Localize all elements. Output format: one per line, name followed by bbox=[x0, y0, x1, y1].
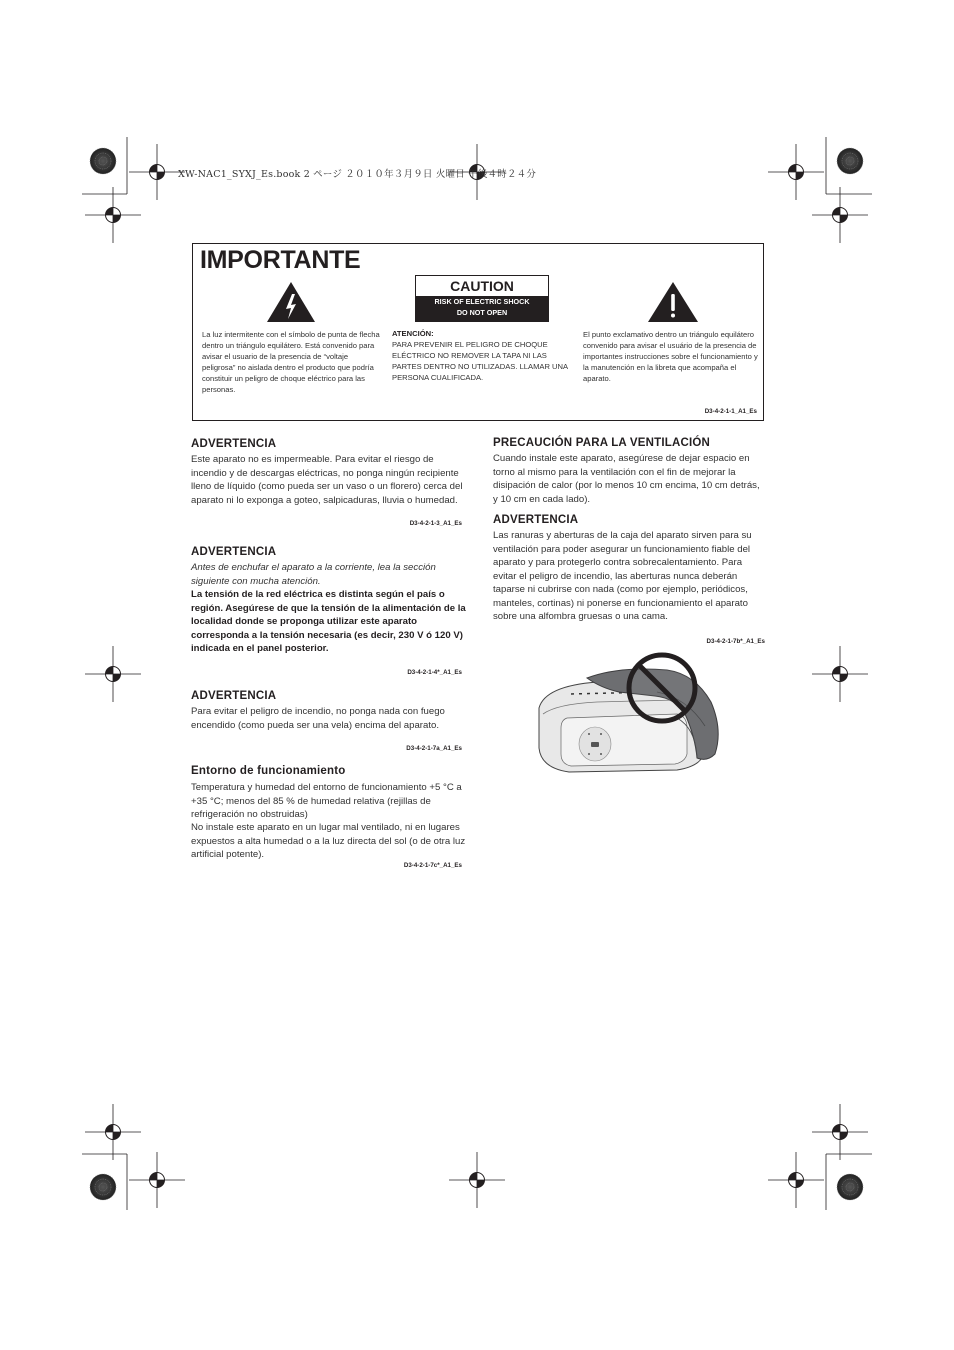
advertencia-code-1: D3-4-2-1-3_A1_Es bbox=[409, 520, 462, 527]
advertencia-text-3: Para evitar el peligro de incendio, no ponga nada con fuego encendido (como pueda ser una vela) encima del aparato. bbox=[191, 706, 445, 731]
color-star-bl bbox=[90, 1174, 116, 1200]
advertencia-code-3: D3-4-2-1-7a_A1_Es bbox=[406, 745, 462, 752]
advertencia-code-2: D3-4-2-1-4*_A1_Es bbox=[407, 669, 462, 676]
color-star-br bbox=[837, 1174, 863, 1200]
exclamation-warning-icon bbox=[646, 280, 700, 324]
ventilacion-text: Cuando instale este aparato, asegúrese de dejar espacio en torno al mismo para la ventilación con el fin de mejorar la disipación de calor (por lo menos 10 cm encima, 10 cm detrás, y 10 cm en cada lado). bbox=[493, 453, 760, 505]
covered-device-prohibited-illustration bbox=[527, 648, 727, 798]
advertencia-italic-2: Antes de enchufar el aparato a la corriente, lea la sección siguiente con mucha atención. bbox=[191, 562, 436, 587]
advertencia-text-1: Este aparato no es impermeable. Para evitar el riesgo de incendio y de descargas eléctricas, no ponga ningún recipiente lleno de líquido (como pueda ser un vaso o un florero) cerca del aparato ni lo exponga a goteo, salpicaduras, lluvia o humedad. bbox=[191, 454, 463, 506]
advertencia-heading-2: ADVERTENCIA bbox=[191, 546, 277, 558]
entorno-code: D3-4-2-1-7c*_A1_Es bbox=[403, 862, 462, 869]
caution-label bbox=[415, 275, 549, 322]
exclamation-symbol-text: El punto exclamativo dentro un triángulo equilátero convenido para avisar el usuário de la presencia de importantes instrucciones sobre el funcionamiento y la manutención en la libreta que acompaña el aparato. bbox=[583, 330, 758, 384]
atencion-label: ATENCIÓN: bbox=[392, 329, 434, 338]
importante-code: D3-4-2-1-1_A1_Es bbox=[704, 408, 757, 415]
caution-line-2: DO NOT OPEN bbox=[456, 307, 508, 317]
print-header-line: XW-NAC1_SYXJ_Es.book 2 ページ ２０１０年３月９日 火曜日 午後４時２４分 bbox=[178, 169, 537, 180]
color-star-tl bbox=[90, 148, 116, 174]
caution-band bbox=[416, 296, 548, 321]
advertencia-heading-1: ADVERTENCIA bbox=[191, 438, 277, 450]
lightning-warning-icon bbox=[265, 280, 317, 324]
ventilacion-heading: PRECAUCIÓN PARA LA VENTILACIÓN bbox=[493, 437, 711, 449]
advertencia-bold-2: La tensión de la red eléctrica es distinta según el país o región. Asegúrese de que la tensión de la alimentación de la localidad donde se proponga utilizar este aparato corresponda a la tensión necesaria (es decir, 230 V ó 120 V) indicada en el panel posterior. bbox=[191, 589, 466, 654]
advertencia-text-4: Las ranuras y aberturas de la caja del aparato sirven para su ventilación para poder asegurar un funcionamiento fiable del aparato y para protegerlo contra sobrecalentamiento. Para evitar el peligro de incendio, las aberturas nunca deberán taparse ni cubrirse con nada (como por ejemplo, periódicos, manteles, cortinas) ni ponerse en funcionamiento el aparato sobre una alfombra gruesas o una cama. bbox=[493, 530, 752, 622]
entorno-text-1: Temperatura y humedad del entorno de funcionamiento +5 °C a +35 °C; menos del 85 % de humedad relativa (rejillas de refrigeración no obstruidas) bbox=[191, 782, 462, 820]
atencion-block bbox=[392, 328, 570, 383]
atencion-text: PARA PREVENIR EL PELIGRO DE CHOQUE ELÉCTRICO NO REMOVER LA TAPA NI LAS PARTES DENTRO NO UTILIZADAS. LLAMAR UNA PERSONA CUALIFICADA. bbox=[392, 340, 568, 383]
advertencia-heading-4: ADVERTENCIA bbox=[493, 514, 579, 526]
advertencia-code-4: D3-4-2-1-7b*_A1_Es bbox=[706, 638, 765, 645]
caution-title: CAUTION bbox=[450, 278, 514, 294]
lightning-symbol-text: La luz intermitente con el símbolo de punta de flecha dentro un triángulo equilátero. Está convenido para avisar el usuario de la presencia de “voltaje peligrosa” no aislada dentro el producto que podría constituir un peligro de choque eléctrico para las personas. bbox=[202, 330, 380, 395]
advertencia-heading-3: ADVERTENCIA bbox=[191, 690, 277, 702]
entorno-heading: Entorno de funcionamiento bbox=[191, 765, 346, 777]
importante-title: IMPORTANTE bbox=[200, 246, 361, 274]
color-star-tr bbox=[837, 148, 863, 174]
entorno-text-2: No instale este aparato en un lugar mal ventilado, ni en lugares expuestos a alta humedad o a la luz directa del sol (o de otra luz artificial potente). bbox=[191, 822, 466, 860]
caution-line-1: RISK OF ELECTRIC SHOCK bbox=[434, 297, 530, 306]
